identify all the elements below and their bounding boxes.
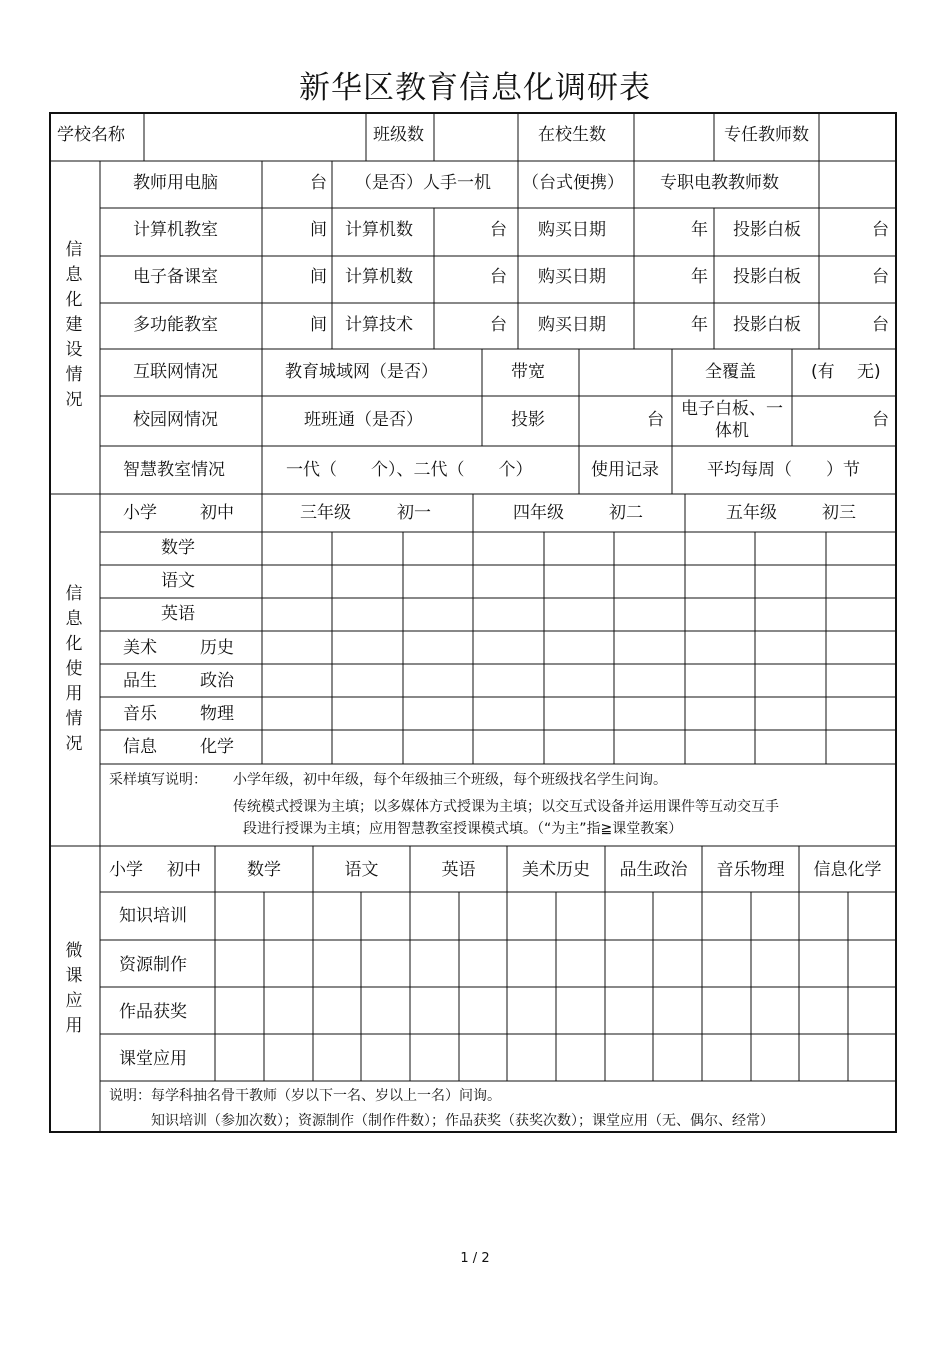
teacher-count-label: 专任教师数 [724,125,809,145]
room-date-label: 购买日期 [538,267,606,287]
one-per-teacher-label: （是否）人手一机 [355,173,491,193]
weekly-average-label: 平均每周（ ）节 [707,460,860,480]
projection-unit: 台 [647,410,664,430]
subject-it: 信息 [123,737,157,757]
room-projector-label: 投影白板 [733,220,801,240]
micro-row-production: 资源制作 [119,955,187,975]
whiteboard-unit: 台 [872,410,889,430]
usage-section-label: 信息化使用情况 [65,584,83,754]
school-name-input[interactable] [148,118,360,156]
room-count-unit: 台 [490,315,507,335]
micro-subject-art-history: 美术历史 [522,860,590,880]
construction-section-label: 信息化建设情况 [65,240,83,410]
sampling-note-line3: 段进行授课为主填；应用智慧教室授课模式填。（“为主”指≧课堂教案） [243,821,683,837]
micro-subject-music-physics: 音乐物理 [716,860,785,880]
sampling-note-line1: 小学年级，初中年级，每个年级抽三个班级，每个班级找名学生问询。 [233,772,667,788]
room-projector-label: 投影白板 [733,267,801,287]
room-count-label: 计算技术 [345,315,413,335]
usage-middle-header: 初中 [200,503,234,523]
subject-physics: 物理 [200,704,234,724]
room-projector-label: 投影白板 [733,315,801,335]
generations-label: 一代（ 个）、二代（ 个） [286,460,533,480]
micro-subject-chinese: 语文 [344,860,379,880]
teacher-pc-label: 教师用电脑 [133,173,218,193]
room-projector-unit: 台 [872,220,889,240]
micro-primary-header: 小学 [109,860,143,880]
subject-politics: 政治 [200,671,234,691]
usage-primary-header: 小学 [123,503,157,523]
page-number: 1 / 2 [460,1251,490,1266]
room-date-unit: 年 [691,267,708,287]
room-count-unit: 台 [490,220,507,240]
student-count-label: 在校生数 [538,125,606,145]
grade-7-header: 初一 [397,503,431,523]
subject-english: 英语 [161,604,195,624]
micro-row-classroom: 课堂应用 [119,1049,187,1069]
room-count-label: 计算机数 [345,267,413,287]
grade-9-header: 初三 [822,503,856,523]
subject-morality: 品生 [123,671,157,691]
room-unit: 间 [310,220,327,240]
subject-chinese: 语文 [161,571,195,591]
micro-middle-header: 初中 [167,860,201,880]
teacher-pc-unit: 台 [310,173,327,193]
micro-row-awards: 作品获奖 [119,1002,187,1022]
banbantong-label: 班班通（是否） [304,410,423,430]
room-date-unit: 年 [691,220,708,240]
room-projector-unit: 台 [872,315,889,335]
it-teachers-label: 专职电教教师数 [660,173,779,193]
room-date-label: 购买日期 [538,315,606,335]
school-name-label: 学校名称 [57,125,125,145]
grade-3-header: 三年级 [300,503,351,523]
coverage-options: (有 无) [811,362,881,382]
student-count-input[interactable] [638,118,710,156]
room-count-unit: 台 [490,267,507,287]
micro-note-line2: 知识培训（参加次数）；资源制作（制作件数）；作品获奖（获奖次数）；课堂应用（无、偶尔、经常） [151,1113,774,1129]
micro-subject-english: 英语 [441,860,476,880]
room-date-label: 购买日期 [538,220,606,240]
micro-note-line1: 说明：每学科抽名骨干教师（岁以下一名、岁以上一名）问询。 [109,1088,501,1104]
micro-subject-it-chemistry: 信息化学 [813,860,882,880]
micro-subject-morality-politics: 品生政治 [619,860,688,880]
subject-music: 音乐 [123,704,157,724]
room-date-unit: 年 [691,315,708,335]
projection-label: 投影 [511,410,545,430]
grade-4-header: 四年级 [513,503,564,523]
micro-row-training: 知识培训 [119,906,187,926]
sampling-note-label: 采样填写说明： [109,772,207,788]
grade-5-header: 五年级 [726,503,777,523]
subject-history: 历史 [200,638,234,658]
class-count-label: 班级数 [373,125,424,145]
campus-network-label: 校园网情况 [133,410,218,430]
pc-type-label: （台式便携） [522,173,624,193]
grade-8-header: 初二 [609,503,643,523]
usage-record-label: 使用记录 [591,460,659,480]
subject-art: 美术 [123,638,157,658]
subject-chemistry: 化学 [200,737,234,757]
page-title: 新华区教育信息化调研表 [299,70,651,106]
room-label: 多功能教室 [133,315,218,335]
micro-subject-math: 数学 [247,860,281,880]
room-count-label: 计算机数 [345,220,413,240]
full-coverage-label: 全覆盖 [705,362,756,382]
room-label: 电子备课室 [133,267,218,287]
room-unit: 间 [310,267,327,287]
metro-network-label: 教育城域网（是否） [285,362,438,382]
bandwidth-label: 带宽 [511,362,545,382]
subject-math: 数学 [161,538,195,558]
room-label: 计算机教室 [133,220,218,240]
smart-classroom-label: 智慧教室情况 [123,460,225,480]
class-count-input[interactable] [438,118,514,156]
room-unit: 间 [310,315,327,335]
teacher-count-input[interactable] [823,118,892,156]
micro-section-label: 微课应用 [65,941,83,1036]
sampling-note-line2: 传统模式授课为主填；以多媒体方式授课为主填；以交互式设备并运用课件等互动交互手 [233,799,779,815]
room-projector-unit: 台 [872,267,889,287]
internet-label: 互联网情况 [133,362,218,382]
whiteboard-label: 电子白板、一体机 [681,399,783,441]
